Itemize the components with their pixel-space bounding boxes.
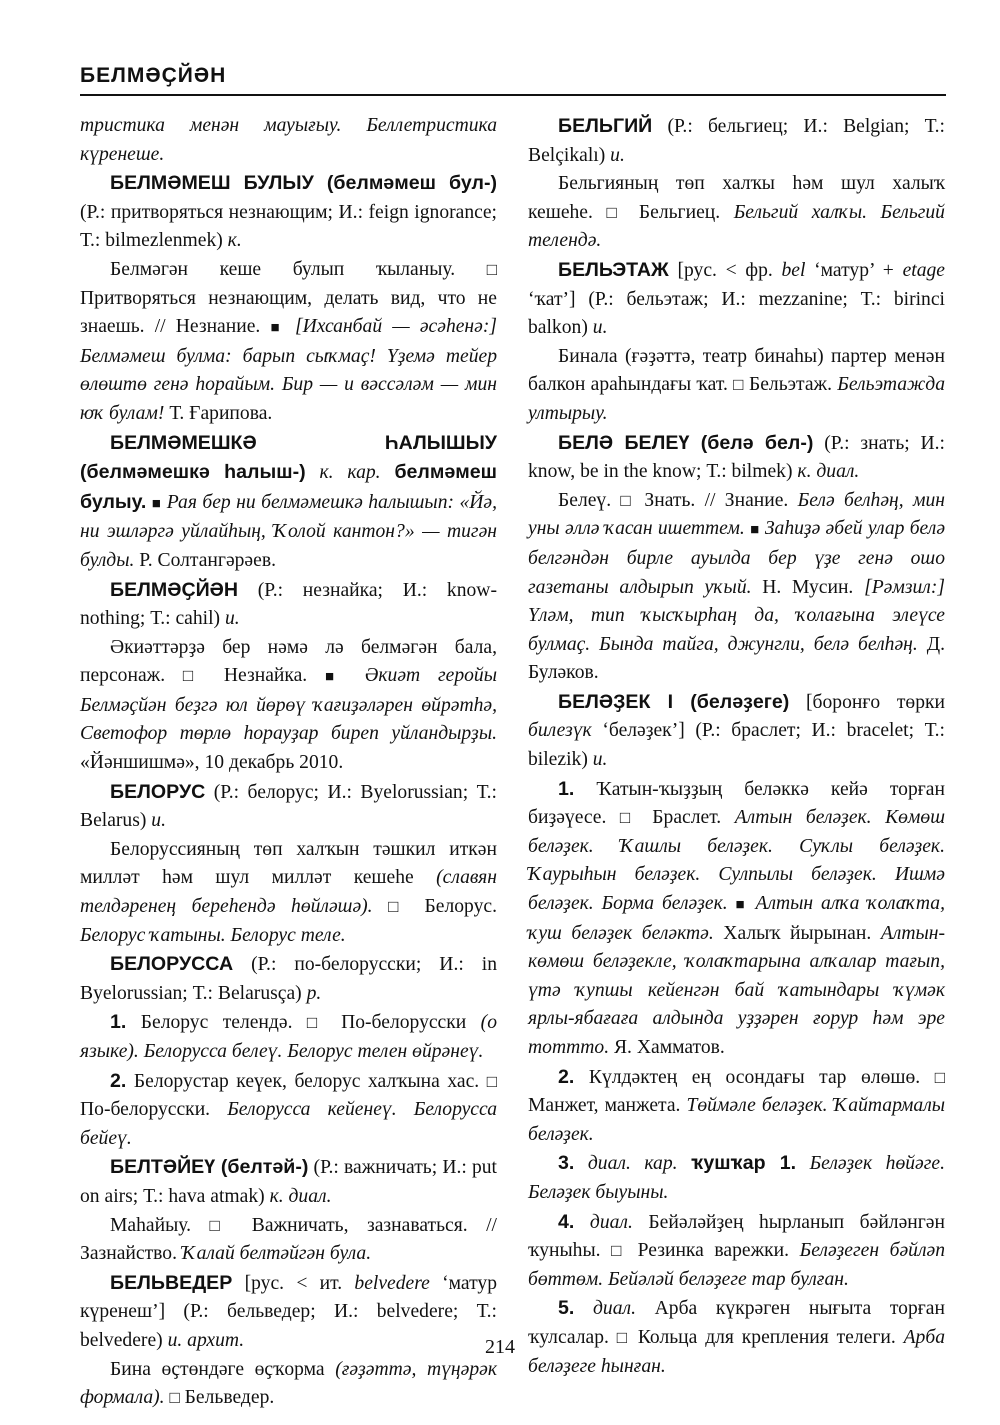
dictionary-paragraph (80, 169, 497, 256)
translation-marker: □ (306, 1013, 327, 1033)
italic-text: к. кар. (319, 462, 381, 484)
text: Бельгияның төп халҡы һәм шул халыҡ кешеһе. (528, 173, 945, 223)
text: Н. Мусин. (751, 576, 865, 598)
text: Белоруссияның төп халҡын тәшкил иткән милләт һәм шул милләт кешеһе (80, 838, 497, 889)
headword: 3. (558, 1152, 575, 1175)
text: ‘матур күренеш’] (Р.: бельведер; И.: belvedere; Т.: belvedere) (80, 1272, 498, 1351)
headword: БЕЛЬВЕДЕР (110, 1271, 233, 1294)
headword: БЕЛӘ БЕЛЕҮ (белә бел-) (558, 431, 814, 454)
text: [рус. < ит. (232, 1272, 355, 1294)
translation-marker: □ (619, 808, 639, 828)
italic-text: и. (224, 608, 240, 630)
italic-text: belvedere (354, 1272, 430, 1294)
translation-marker: □ (620, 490, 636, 510)
italic-text: etage (902, 259, 945, 281)
text: Бейәләйҙең һырланып бәйләнгән ҡуныһы. (528, 1211, 945, 1262)
italic-text: [Рәмзил:] Үләм, тип ҡысҡырһаң да, ҡолағына элеүсе булмаҫ. Бында тайга, джунгли, белә белһәң. (528, 576, 945, 655)
italic-text: билезүк (528, 720, 592, 742)
example-marker: ■ (151, 495, 162, 512)
italic-text: Белә белһәң, мин уны әллә ҡасан ишеттем. (528, 489, 945, 540)
text (574, 1298, 593, 1319)
italic-text: bel (781, 259, 806, 281)
example-marker: ■ (750, 522, 760, 539)
dictionary-paragraph (528, 343, 945, 429)
headword: белмәмеш булыу. (80, 461, 497, 513)
italic-text: Беләҙек һөйәге. Беләҙек быуыны. (528, 1153, 945, 1203)
text: Т. Ғарипова. (164, 402, 273, 424)
italic-text: Алтын беләҙек. Көмөш беләҙек. Ҡашлы беләҙек. Суҡлы беләҙек. Ҡаурыһын беләҙек. Сулпылы беләҙек. Ишмә беләҙек. Борма беләҙек. (528, 807, 945, 915)
running-head: БЕЛМӘҪЙӘН (80, 64, 227, 87)
text: Бельэтаж. (743, 374, 838, 396)
headword: ҡушҡар 1. (691, 1152, 797, 1175)
right-column (528, 112, 945, 1381)
headword: 2. (558, 1065, 575, 1088)
translation-marker: □ (169, 1388, 180, 1408)
italic-text: и. (592, 317, 608, 339)
text (306, 462, 320, 483)
italic-text: (славян телдәренең береһендә һөйләшә). (80, 867, 497, 918)
italic-text: Ҡалай белтәйгән була. (181, 1243, 372, 1265)
text: Маһайыу. (110, 1214, 210, 1236)
text (381, 462, 395, 483)
italic-text: Әкиәт геройы Белмәҫйән беҙгә юл йөрөү ҡағиҙәләрен өйрәтһә, Светофор төрлө һорауҙар биреп уйландырҙы. (80, 665, 497, 745)
text: Р. Солтангәрәев. (134, 549, 276, 571)
dictionary-paragraph (80, 836, 497, 950)
dictionary-paragraph (80, 112, 497, 169)
text (728, 893, 736, 914)
translation-marker: □ (209, 1215, 234, 1235)
translation-marker: □ (486, 259, 497, 279)
text: «Йәншишмә», 10 декабрь 2010. (80, 752, 344, 774)
text: Белорус. (409, 896, 497, 918)
text (574, 1153, 588, 1174)
dictionary-paragraph (528, 775, 945, 1063)
text: (Р.: знать; И.: know, be in the know; Т.: bilmek) (528, 432, 945, 483)
italic-text: Беләҙеген бәйләп бөттөм. Бейәләй беләҙеге тар булған. (528, 1240, 946, 1290)
italic-text: Бельгий халҡы. Бельгий телендә. (528, 201, 945, 252)
translation-marker: □ (616, 1327, 630, 1347)
italic-text: Белорусса кейенеү. Белорусса бейеү. (80, 1099, 497, 1149)
dictionary-paragraph (80, 634, 497, 778)
italic-text: и. (592, 749, 608, 771)
italic-text: Заһиҙә әбей улар белә белгәндән бирле ауылда бер үҙе генә ошо газетаны алдырып уҡый. (528, 518, 946, 598)
headword: БЕЛӘҘЕК I (беләҙеге) (558, 690, 790, 713)
text: Незнайка. (206, 665, 325, 687)
translation-marker: □ (486, 1071, 497, 1091)
translation-marker: □ (182, 666, 207, 686)
headword: БЕЛТӘЙЕҮ (белтәй-) (110, 1156, 309, 1179)
text: Халыҡ йырынан. (713, 922, 881, 944)
dictionary-paragraph (80, 1212, 497, 1269)
headword: 1. (110, 1011, 127, 1034)
text: (Р.: незнайка; И.: know-nothing; Т.: cahil) (80, 579, 497, 630)
dictionary-paragraph (528, 170, 945, 256)
text (574, 1212, 590, 1233)
page-number: 214 (485, 1336, 515, 1358)
italic-text: (о языке). Белорусса белеү. Белорус телен өйрәнеү. (80, 1012, 497, 1062)
translation-marker: □ (606, 202, 626, 222)
headword: 5. (558, 1297, 575, 1320)
text: ‘ҡат’] (Р.: бельэтаж; И.: mezzanine; Т.: birinci balkon) (528, 288, 945, 339)
text: Белорус телендә. (126, 1012, 307, 1034)
headword: БЕЛМӘМЕШКӘ ҺАЛЫШЫУ (белмәмешкә һалыш-) (80, 431, 497, 484)
italic-text: Төймәле беләҙек. Ҡайтармалы беләҙек. (528, 1095, 946, 1145)
text: Браслет. (638, 807, 735, 829)
text: Притворяться незнающим, делать вид, что не знаешь. // Незнание. (80, 287, 497, 338)
headword: БЕЛЬЭТАЖ (558, 258, 669, 281)
dictionary-paragraph (80, 778, 497, 836)
text: Д. Буләков. (528, 633, 945, 684)
text: Ҡатын-ҡыҙҙың беләккә кейә торған биҙәүесе. (528, 778, 945, 829)
italic-text: диал. (593, 1298, 636, 1320)
italic-text: Алтын-көмөш беләҙекле, ҡолаҡтарына алҡалар тағып, үтә ҡупшы кейенгән бай ҡатындары ҡүмәк ярлы-ябағаға алдында уҙҙәрен ғорур һәм эре тоттто. (528, 922, 945, 1058)
translation-marker: □ (388, 897, 410, 917)
headword: БЕЛОРУС (110, 780, 206, 803)
headword: 2. (110, 1069, 127, 1092)
text: (Р.: бельгиец; И.: Belgian; Т.: Belçikalı) (528, 116, 945, 166)
text: (Р.: по-белорусски; И.: in Byelorussian; Т.: Belarusça) (80, 954, 497, 1004)
text: Әкиәттәрҙә бер нәмә лә белмәгән бала, персонаж. (80, 636, 497, 687)
dictionary-paragraph (528, 688, 945, 775)
headword: 1. (558, 777, 575, 800)
text (678, 1153, 692, 1174)
dictionary-paragraph (528, 1063, 945, 1150)
italic-text: к. диал. (797, 461, 860, 483)
dictionary-paragraph (80, 1008, 497, 1066)
text (373, 896, 389, 917)
text: (Р.: притворяться незнающим; И.: feign ignorance; Т.: bilmezlenmek) (80, 201, 497, 252)
translation-marker: □ (611, 1241, 628, 1261)
text: [рус. < фр. (668, 259, 782, 281)
italic-text: диал. кар. (587, 1153, 678, 1175)
text: Знать. // Знание. (635, 489, 798, 511)
italic-text: к. (227, 230, 242, 252)
headword: БЕЛМӘМЕШ БУЛЫУ (белмәмеш бул-) (110, 172, 497, 195)
headword: БЕЛМӘҪЙӘН (110, 578, 239, 601)
text: (Р.: белорус; И.: Byelorussian; Т.: Belarus) (80, 781, 497, 832)
dictionary-paragraph (80, 576, 497, 634)
page-header (80, 64, 946, 96)
italic-text: Алтын алҡа ҡолаҡта, ҡуш беләҙек беләктә. (528, 893, 945, 944)
italic-text: к. диал. (269, 1185, 332, 1207)
text: Бельведер. (179, 1387, 275, 1409)
dictionary-paragraph (528, 256, 945, 343)
text: Важничать, зазнаваться. // Зазнайство. (80, 1214, 497, 1265)
italic-text: и. (610, 144, 625, 166)
translation-marker: □ (733, 375, 744, 395)
translation-marker: □ (934, 1067, 945, 1087)
italic-text: Белорус ҡатыны. Белорус теле. (80, 924, 346, 946)
dictionary-paragraph (528, 1149, 945, 1207)
example-marker: ■ (270, 320, 285, 337)
text: Арба күкрәген нығыта торған ҡулсалар. (528, 1298, 945, 1348)
italic-text: Арба беләҙеге һынған. (528, 1326, 945, 1377)
dictionary-paragraph (80, 1067, 497, 1154)
text: По-белорусски (326, 1012, 481, 1034)
text: (Р.: важничать; И.: put on airs; Т.: hava atmak) (80, 1157, 498, 1207)
text: Күлдәктең ең осондағы тар өлөшө. (574, 1066, 935, 1088)
italic-text: Бельэтажда ултырыу. (528, 374, 945, 424)
headword: 4. (558, 1210, 575, 1233)
example-marker: ■ (735, 897, 748, 914)
example-marker: ■ (325, 669, 347, 686)
dictionary-paragraph (80, 429, 497, 576)
text: Резинка варежки. (627, 1240, 800, 1262)
headword: БЕЛОРУССА (110, 953, 234, 976)
italic-text: (ғәҙәттә, түңәрәк формала). (80, 1358, 497, 1409)
text: Я. Хамматов. (609, 1037, 725, 1058)
text: Манжет, манжета. (528, 1095, 687, 1117)
text: Белмәгән кеше булып ҡыланыу. (110, 258, 487, 280)
dictionary-paragraph (80, 256, 497, 429)
dictionary-paragraph (528, 429, 945, 487)
text (796, 1153, 810, 1174)
headword: БЕЛЬГИЙ (558, 115, 653, 137)
text: По-белорусски. (80, 1099, 228, 1121)
text: Белеү. (558, 489, 621, 511)
italic-text: и. архит. (167, 1329, 245, 1351)
text: Белорустар кеүек, белорус халҡына хас. (126, 1070, 487, 1092)
dictionary-paragraph (80, 950, 497, 1008)
dictionary-paragraph (80, 1356, 497, 1413)
text: ‘матур’ + (805, 259, 903, 281)
italic-text: [Ихсанбай — әсәһенә:] Белмәмеш булма: барып сыҡмаҫ! Үҙемә тейер өлөштө генә һорайым. Бир — и вәссәләм — мин юҡ булам! (80, 316, 498, 424)
text: [боронғо төрки (789, 691, 945, 713)
italic-text: р. (306, 982, 322, 1004)
dictionary-paragraph (528, 112, 945, 170)
dictionary-paragraph (528, 487, 945, 688)
dictionary-paragraph (528, 1208, 945, 1295)
text: Бельгиец. (625, 201, 734, 223)
text: Кольца для крепления телеги. (629, 1326, 904, 1348)
italic-text: диал. (589, 1211, 633, 1233)
dictionary-paragraph (80, 1153, 497, 1211)
italic-text: тристика менән мауығыу. Беллетристика күренеше. (80, 115, 497, 165)
text: ‘беләҙек’] (Р.: браслет; И.: bracelet; Т.: bilezik) (528, 720, 945, 771)
italic-text: Рая бер ни белмәмешкә һалышып: «Йә, ни эшләргә уйлайһың, Ҡолой кантон?» — тигән булды. (80, 491, 497, 571)
text: Бина өҫтөндәге өҫҡорма (110, 1358, 336, 1380)
italic-text: и. (151, 810, 166, 832)
left-column (80, 112, 497, 1413)
text: Бинала (ғәҙәттә, театр бинаһы) партер менән балкон араһындағы ҡат. (528, 345, 945, 396)
